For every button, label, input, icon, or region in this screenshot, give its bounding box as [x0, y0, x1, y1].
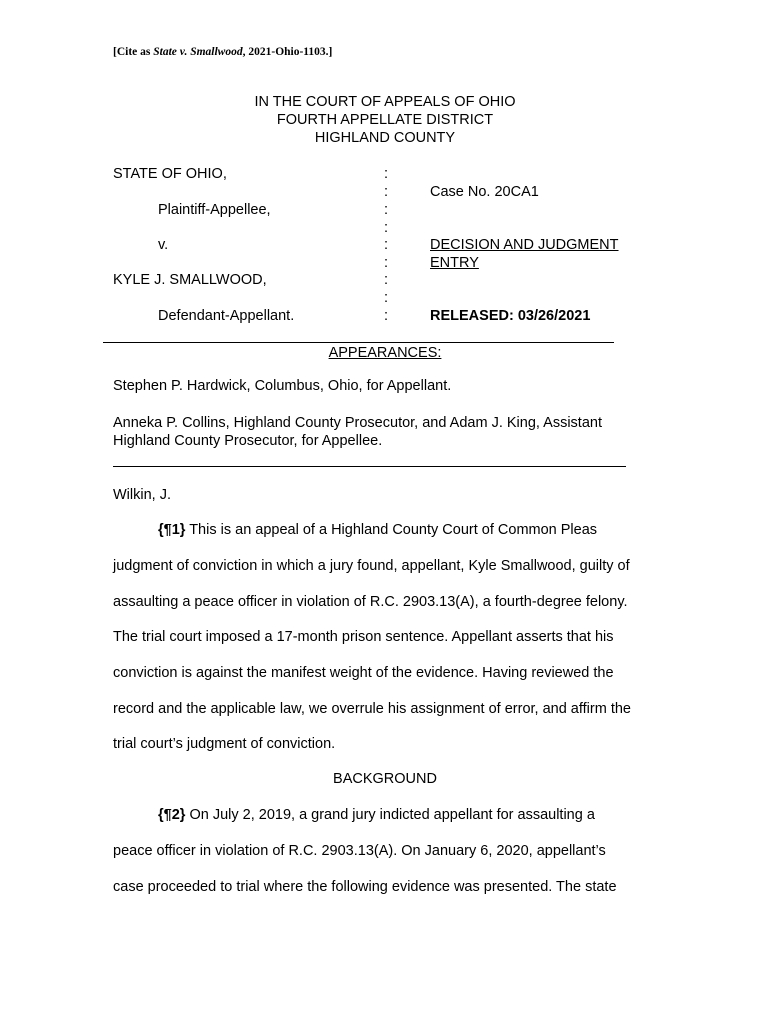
separator-colon: : — [384, 255, 389, 271]
paragraph-line: The trial court imposed a 17-month prison sentence. Appellant asserts that his — [113, 629, 614, 645]
citation-case-name: State v. Smallwood — [153, 46, 243, 58]
defendant-name: KYLE J. SMALLWOOD, — [113, 272, 267, 288]
released-date: RELEASED: 03/26/2021 — [430, 308, 591, 324]
appearances-divider — [113, 466, 626, 467]
separator-colon: : — [384, 237, 389, 253]
separator-colon: : — [384, 290, 389, 306]
paragraph-line: assaulting a peace officer in violation of R.C. 2903.13(A), a fourth-degree felony. — [113, 594, 628, 610]
paragraph-text: This is an appeal of a Highland County Court of Common Pleas — [189, 522, 598, 538]
plaintiff-name: STATE OF OHIO, — [113, 166, 227, 182]
separator-colon: : — [384, 220, 389, 236]
paragraph-line: trial court’s judgment of conviction. — [113, 736, 336, 752]
decision-title-line2: ENTRY — [430, 255, 479, 271]
citation-header — [113, 46, 332, 58]
court-county: HIGHLAND COUNTY — [314, 130, 456, 146]
paragraph-line: peace officer in violation of R.C. 2903.13(A). On January 6, 2020, appellant’s — [113, 843, 606, 859]
paragraph-line: conviction is against the manifest weight of the evidence. Having reviewed the — [113, 665, 614, 681]
paragraph-line: record and the applicable law, we overrule his assignment of error, and affirm the — [113, 701, 631, 717]
appellant-counsel: Stephen P. Hardwick, Columbus, Ohio, for Appellant. — [113, 378, 452, 394]
court-name: IN THE COURT OF APPEALS OF OHIO — [254, 94, 516, 110]
paragraph-line: judgment of conviction in which a jury found, appellant, Kyle Smallwood, guilty of — [113, 558, 630, 574]
section-heading: BACKGROUND — [333, 771, 437, 787]
appearances-heading: APPEARANCES: — [328, 345, 442, 361]
paragraph-text: On July 2, 2019, a grand jury indicted appellant for assaulting a — [189, 807, 595, 823]
separator-colon: : — [384, 202, 389, 218]
separator-colon: : — [384, 272, 389, 288]
decision-title-line1: DECISION AND JUDGMENT — [430, 237, 619, 253]
separator-colon: : — [384, 184, 389, 200]
paragraph-line: case proceeded to trial where the following evidence was presented. The state — [113, 879, 617, 895]
paragraph-line — [158, 522, 597, 538]
citation-prefix: [Cite as — [113, 46, 154, 58]
separator-colon: : — [384, 166, 389, 182]
paragraph-marker: {¶1} — [158, 522, 186, 538]
versus: v. — [158, 237, 169, 253]
defendant-role: Defendant-Appellant. — [158, 308, 295, 324]
paragraph-marker: {¶2} — [158, 807, 186, 823]
citation-suffix: , 2021-Ohio-1103.] — [242, 46, 333, 58]
caption-divider — [103, 342, 614, 343]
court-district: FOURTH APPELLATE DISTRICT — [276, 112, 494, 128]
plaintiff-role: Plaintiff-Appellee, — [158, 202, 271, 218]
opinion-author: Wilkin, J. — [113, 487, 171, 503]
appellee-counsel-line2: Highland County Prosecutor, for Appellee. — [113, 433, 383, 449]
case-number: Case No. 20CA1 — [430, 184, 539, 200]
separator-colon: : — [384, 308, 389, 324]
appellee-counsel-line1: Anneka P. Collins, Highland County Prosecutor, and Adam J. King, Assistant — [113, 415, 602, 431]
paragraph-line — [158, 807, 595, 823]
